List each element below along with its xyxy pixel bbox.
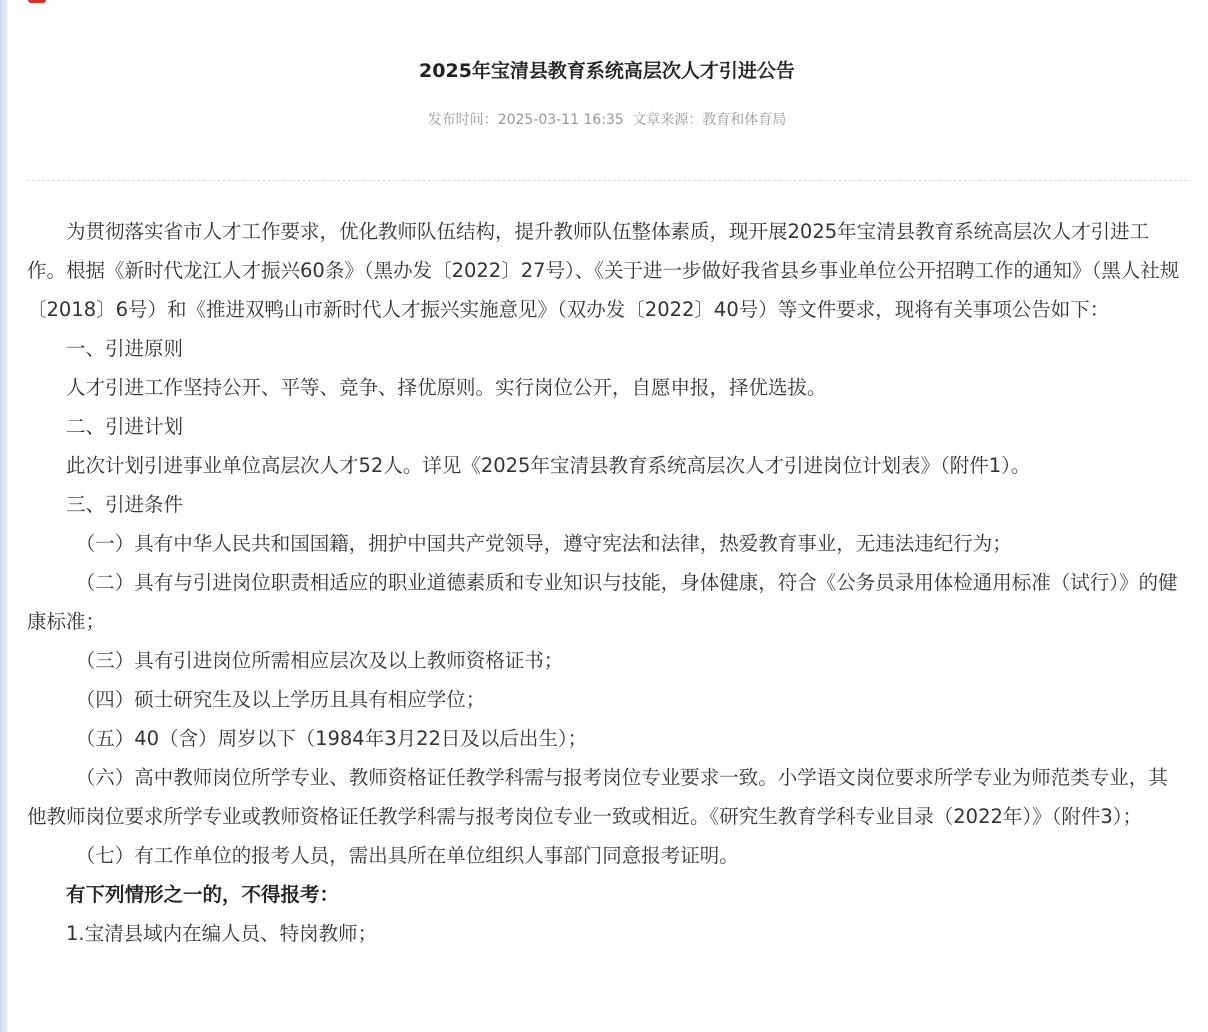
condition-item: （六）高中教师岗位所学专业、教师资格证任教学科需与报考岗位专业要求一致。小学语文岗位要求所学专业为师范类专业，其他教师岗位要求所学专业或教师资格证任教学科需与报考岗位专业一致或相近。《研究生教育学科专业目录（2022年）》（附件3）； [27,766,1168,828]
section-heading-conditions: 三、引进条件 [66,493,184,516]
condition-item: （三）具有引进岗位所需相应层次及以上教师资格证书； [75,649,564,672]
publish-time: 发布时间：2025-03-11 16:35 [427,112,624,128]
article-meta [27,108,1187,132]
intro-paragraph: 为贯彻落实省市人才工作要求，优化教师队伍结构，提升教师队伍整体素质，现开展2025年宝清县教育系统高层次人才引进工作。根据《新时代龙江人才振兴60条》（黑办发〔2022〕27号）、《关于进一步做好我省县乡事业单位公开招聘工作的通知》（黑人社规〔2018〕6号）和《推进双鸭山市新时代人才振兴实施意见》（双办发〔2022〕40号）等文件要求，现将有关事项公告如下： [27,220,1180,321]
exclusion-item: 1.宝清县域内在编人员、特岗教师； [66,922,378,945]
paragraph-plan: 此次计划引进事业单位高层次人才52人。详见《2025年宝清县教育系统高层次人才引进岗位计划表》（附件1）。 [66,454,1031,477]
condition-item: （一）具有中华人民共和国国籍，拥护中国共产党领导，遵守宪法和法律，热爱教育事业，无违法违纪行为； [75,532,1012,555]
condition-item: （二）具有与引进岗位职责相适应的职业道德素质和专业知识与技能，身体健康，符合《公务员录用体检通用标准（试行）》的健康标准； [27,571,1178,633]
top-red-tab [28,0,46,3]
condition-item: （四）硕士研究生及以上学历且具有相应学位； [75,688,486,711]
section-heading-plan: 二、引进计划 [66,415,184,438]
condition-item: （五）40（含）周岁以下（1984年3月22日及以后出生）； [75,727,588,750]
page-edge-decoration [0,0,8,1032]
article-title: 2025年宝清县教育系统高层次人才引进公告 [419,60,795,82]
article-source: 文章来源：教育和体育局 [632,112,787,128]
article-body [27,212,1187,953]
divider [27,180,1187,181]
paragraph-principles: 人才引进工作坚持公开、平等、竞争、择优原则。实行岗位公开，自愿申报，择优选拔。 [66,376,827,399]
section-heading-principles: 一、引进原则 [66,337,184,360]
condition-item: （七）有工作单位的报考人员，需出具所在单位组织人事部门同意报考证明。 [75,844,739,867]
exclusions-heading: 有下列情形之一的，不得报考： [66,883,340,906]
